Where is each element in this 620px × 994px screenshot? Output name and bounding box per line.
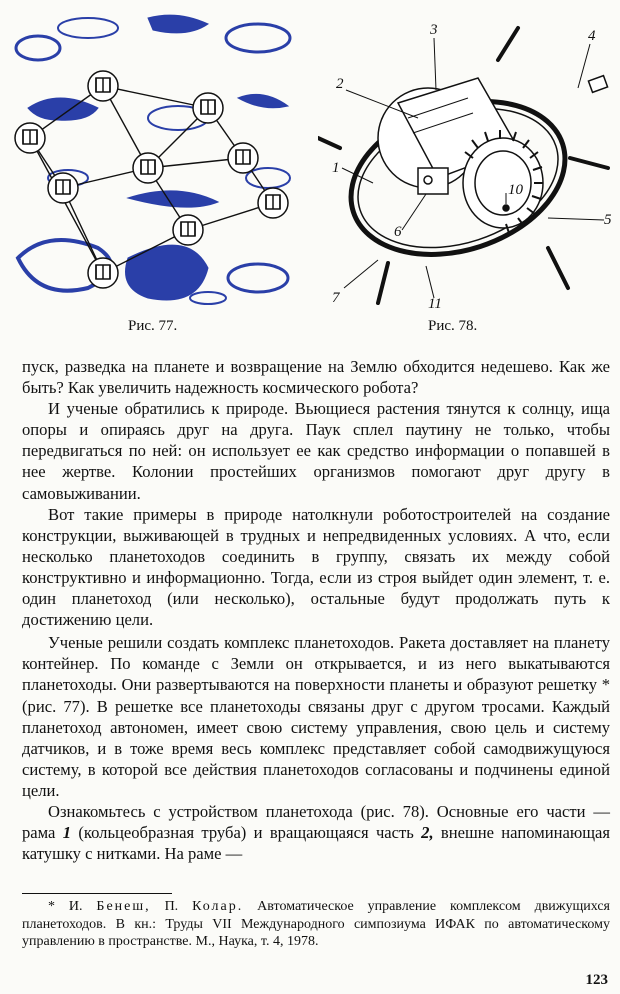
paragraph-3: Вот такие примеры в природе натолкнули роботостроителей на создание конструкции, выживающей в трудных и непредвиденных условиях. А что, если несколько планетоходов соединить в группу, связать их между собой конструктивно и информационно. Тогда, если из строя выйдет один элемент, т. е. один планетоход (или несколько), остальные будут продолжать путь к достижению цели. <box>22 504 610 630</box>
paragraph-5: Ознакомьтесь с устройством планетохода (рис. 78). Основные его части — рама 1 (кольцеобразная труба) и вращающаяся часть 2, внешне напоминающая катушку с нитками. На раме — <box>22 801 610 864</box>
part-label-5: 5 <box>604 212 612 228</box>
sensor-4 <box>588 76 607 93</box>
paragraph-2: И ученые обратились к природе. Вьющиеся растения тянутся к солнцу, ища опоры и опираясь друг на друга. Паук сплел паутину не только, чтобы передвигаться по ней: он использует ее как средство информации о попавшей в нее жертве. Колонии простейших организмов помогают друг другу в самовыживании. <box>22 399 610 503</box>
figure-77-caption: Рис. 77. <box>128 318 178 334</box>
paragraph-1: пуск, разведка на планете и возвращение на Землю обходится недешево. Как же быть? Как увеличить надежность космического робота? <box>22 357 610 398</box>
part-label-11: 11 <box>428 296 442 312</box>
part-label-4: 4 <box>588 28 596 44</box>
figure-78-caption: Рис. 78. <box>428 318 478 334</box>
rotating-spool <box>378 78 543 233</box>
part-label-3: 3 <box>430 22 438 38</box>
part-label-6: 6 <box>394 224 402 240</box>
part-label-2: 2 <box>336 76 344 92</box>
footnote: * И. Бенеш, П. Колар. Автоматическое управление комплексом движущихся планетоходов. В кн.: Труды VII Международного симпозиума ИФАК по автоматическому управлению в пространстве. М., Наука, т. 4, 1978. <box>22 899 610 949</box>
part-label-1: 1 <box>332 160 340 176</box>
part-label-7: 7 <box>332 290 340 306</box>
body-text <box>22 356 610 864</box>
paragraph-4: Ученые решили создать комплекс планетоходов. Ракета доставляет на планету контейнер. По команде с Земли он открывается, и из него выкатываются планетоходы. Они развертываются на поверхности планеты и образуют решетку * (рис. 77). В решетке все планетоходы связаны друг с другом тросами. Каждый планетоход автономен, имеет свою систему управления, свою цель и систему датчиков, и в тоже время весь комплекс представляет собой самодвижущуюся систему, в которой все действия планетоходов согласованы и подчинены единой цели. <box>22 633 610 800</box>
part-label-10: 10 <box>508 182 523 198</box>
figure-78-diagram <box>318 8 614 314</box>
footnote-rule <box>22 893 172 894</box>
figure-77-illustration <box>8 8 300 314</box>
page-number: 123 <box>585 972 608 988</box>
